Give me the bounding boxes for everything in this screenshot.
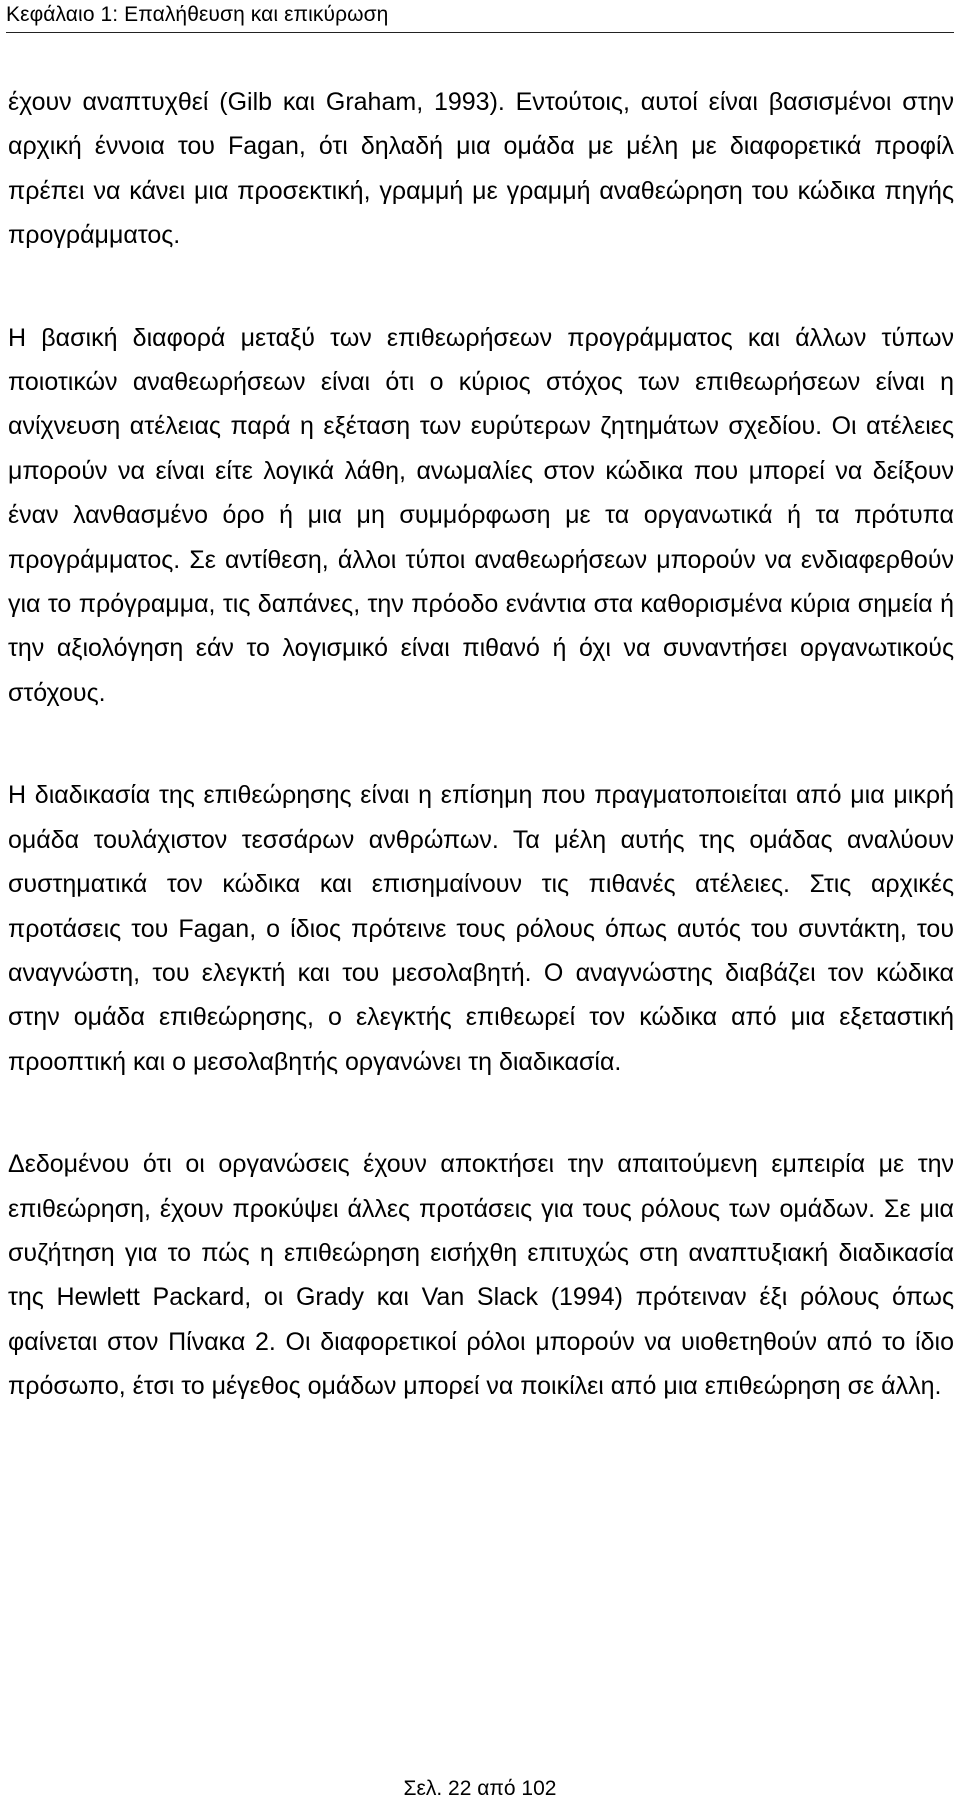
paragraph-2: Η βασική διαφορά μεταξύ των επιθεωρήσεων προγράμματος και άλλων τύπων ποιοτικών αναθεωρήσεων είναι ότι ο κύριος στόχος των επιθεωρήσεων είναι η ανίχνευση ατέλειας παρά η εξέταση των ευρύτερων ζητημάτων σχεδίου. Οι ατέλειες μπορούν να είναι είτε λογικά λάθη, ανωμαλίες στον κώδικα που μπορεί να δείξουν έναν λανθασμένο όρο ή μια μη συμμόρφωση με τα οργανωτικά ή τα πρότυπα προγράμματος. Σε αντίθεση, άλλοι τύποι αναθεωρήσεων μπορούν να ενδιαφερθούν για το πρόγραμμα, τις δαπάνες, την πρόοδο ενάντια στα καθορισμένα κύρια σημεία ή την αξιολόγηση εάν το λογισμικό είναι πιθανό ή όχι να συναντήσει οργανωτικούς στόχους. <box>8 323 954 707</box>
running-header <box>6 2 954 33</box>
page-number: Σελ. 22 από 102 <box>403 1777 557 1800</box>
paragraph-1: έχουν αναπτυχθεί (Gilb και Graham, 1993). Εντούτοις, αυτοί είναι βασισμένοι στην αρχική έννοια του Fagan, ότι δηλαδή μια ομάδα με μέλη με διαφορετικά προφίλ πρέπει να κάνει μια προσεκτική, γραμμή με γραμμή αναθεώρηση του κώδικα πηγής προγράμματος. <box>8 88 954 250</box>
document-body <box>8 80 954 1467</box>
chapter-title: Κεφάλαιο 1: Επαλήθευση και επικύρωση <box>6 3 389 26</box>
paragraph-3: Η διαδικασία της επιθεώρησης είναι η επίσημη που πραγματοποιείται από μια μικρή ομάδα τουλάχιστον τεσσάρων ανθρώπων. Τα μέλη αυτής της ομάδας αναλύουν συστηματικά τον κώδικα και επισημαίνουν τις πιθανές ατέλειες. Στις αρχικές προτάσεις του Fagan, ο ίδιος πρότεινε τους ρόλους όπως αυτός του συντάκτη, του αναγνώστη, του ελεγκτή και του μεσολαβητή. Ο αναγνώστης διαβάζει τον κώδικα στην ομάδα επιθεώρησης, ο ελεγκτής επιθεωρεί τον κώδικα από μια εξεταστική προοπτική και ο μεσολαβητής οργανώνει τη διαδικασία. <box>8 781 954 1076</box>
paragraph-4: Δεδομένου ότι οι οργανώσεις έχουν αποκτήσει την απαιτούμενη εμπειρία με την επιθεώρηση, έχουν προκύψει άλλες προτάσεις για τους ρόλους των ομάδων. Σε μια συζήτηση για το πώς η επιθεώρηση εισήχθη επιτυχώς στη αναπτυξιακή διαδικασία της Hewlett Packard, οι Grady και Van Slack (1994) πρότειναν έξι ρόλους όπως φαίνεται στον Πίνακα 2. Οι διαφορετικοί ρόλοι μπορούν να υιοθετηθούν από το ίδιο πρόσωπο, έτσι το μέγεθος ομάδων μπορεί να ποικίλει από μια επιθεώρηση σε άλλη. <box>8 1150 954 1401</box>
page-footer <box>0 1776 960 1802</box>
